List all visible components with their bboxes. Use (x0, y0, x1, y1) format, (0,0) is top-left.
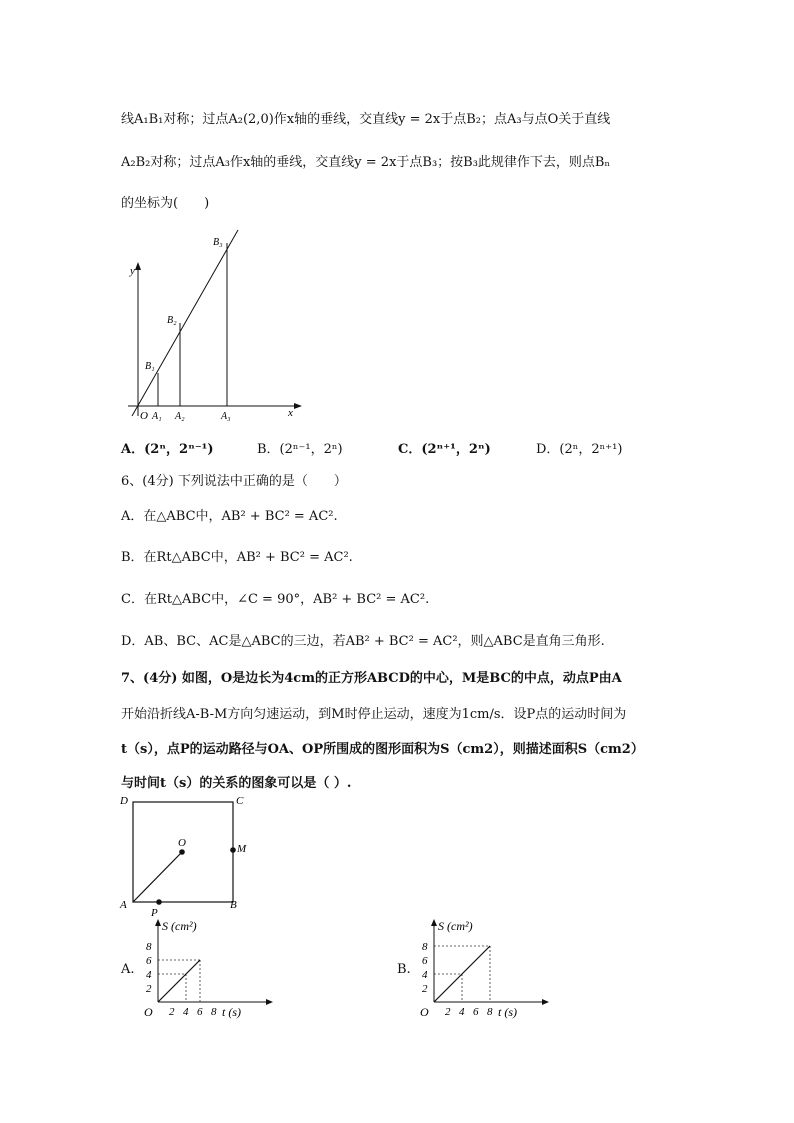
point-m (230, 847, 236, 853)
q5-line1: 线A₁B₁对称；过点A₂(2,0)作x轴的垂线，交直线y = 2x于点B₂；点A₃与点O关于直线 (121, 112, 611, 127)
label-b3: B₃ (213, 237, 223, 248)
graph-b-xtick-4: 4 (459, 1006, 465, 1018)
point-p (156, 899, 162, 905)
graph-b-xtick-6: 6 (473, 1006, 479, 1018)
graph-b-origin: O (420, 1005, 429, 1019)
q6-stem: 6、(4分) 下列说法中正确的是（ ） (121, 474, 347, 489)
graph-a-series-line (158, 960, 200, 1002)
graph-b-xlabel: t (s) (498, 1005, 517, 1019)
x-label: x (288, 407, 293, 419)
q5-line2: A₂B₂对称；过点A₃作x轴的垂线，交直线y = 2x于点B₃；按B₃此规律作下去，则点Bₙ (121, 155, 611, 170)
point-o (179, 849, 185, 855)
graph-b-x-arrow (542, 999, 549, 1005)
q6-option-b[interactable]: B．在Rt△ABC中，AB² + BC² = AC². (121, 550, 353, 565)
graph-b-y-arrow (431, 919, 437, 926)
graph-b-xtick-2: 2 (445, 1006, 451, 1018)
q7-line1: 7、(4分) 如图，O是边长为4cm的正方形ABCD的中心，M是BC的中点，动点P由A (121, 671, 622, 686)
graph-b-ytick-6: 6 (422, 955, 428, 967)
graph-b-ylabel: S (cm²) (438, 919, 473, 933)
label-a1: A₁ (152, 411, 162, 422)
graph-b-xtick-8: 8 (487, 1006, 493, 1018)
line-y-2x (132, 230, 238, 416)
q6-option-a[interactable]: A．在△ABC中，AB² + BC² = AC². (121, 509, 338, 524)
graph-a-x-arrow (266, 999, 273, 1005)
graph-a-ylabel: S (cm²) (162, 919, 197, 933)
q5-figure (118, 228, 308, 424)
graph-a-xtick-2: 2 (169, 1006, 175, 1018)
q7-graph-b[interactable] (414, 914, 564, 1026)
graph-a-ytick-6: 6 (146, 955, 152, 967)
graph-a-y-arrow (155, 919, 161, 926)
graph-a-ytick-4: 4 (146, 969, 152, 981)
graph-a-xtick-6: 6 (197, 1006, 203, 1018)
q5-line3: 的坐标为( ) (121, 196, 210, 211)
graph-a-xtick-4: 4 (183, 1006, 189, 1018)
label-b: B (230, 899, 237, 911)
q5-option-c[interactable]: C．(2ⁿ⁺¹，2ⁿ) (398, 442, 491, 457)
q5-option-d[interactable]: D．(2ⁿ，2ⁿ⁺¹) (536, 442, 623, 457)
graph-a-xlabel: t (s) (222, 1005, 241, 1019)
graph-a-origin: O (144, 1005, 153, 1019)
label-d: D (120, 795, 128, 807)
label-p: P (151, 907, 158, 918)
graph-b-ytick-4: 4 (422, 969, 428, 981)
q7-graph-a[interactable] (138, 914, 288, 1026)
graph-a-ytick-8: 8 (146, 941, 152, 953)
label-m: M (237, 843, 247, 855)
q7-option-b-label[interactable]: B. (397, 962, 411, 977)
q7-line2: 开始沿折线A-B-M方向匀速运动，到M时停止运动，速度为1cm/s．设P点的运动时间为 (121, 707, 627, 722)
graph-b-ytick-2: 2 (422, 983, 428, 995)
q6-option-d[interactable]: D．AB、BC、AC是△ABC的三边，若AB² + BC² = AC²，则△ABC是直角三角形. (121, 634, 605, 649)
q5-option-a[interactable]: A．(2ⁿ，2ⁿ⁻¹) (121, 442, 214, 457)
segment-oa (133, 852, 182, 902)
label-c: C (236, 795, 244, 807)
q5-option-b[interactable]: B．(2ⁿ⁻¹，2ⁿ) (257, 442, 343, 457)
origin-label: O (140, 410, 148, 422)
y-label: y (130, 265, 135, 277)
graph-b-ytick-8: 8 (422, 941, 428, 953)
label-b2: B₂ (167, 315, 177, 326)
q6-option-c[interactable]: C．在Rt△ABC中，∠C = 90°，AB² + BC² = AC². (121, 592, 430, 607)
q7-line4: 与时间t（s）的关系的图象可以是（ ）. (121, 776, 352, 791)
label-a3: A₃ (221, 411, 231, 422)
q7-line3: t（s），点P的运动路径与OA、OP所围成的图形面积为S（cm2），则描述面积S（cm2） (121, 742, 644, 757)
label-a: A (120, 899, 127, 911)
q7-square-figure (116, 790, 256, 918)
graph-a-xtick-8: 8 (211, 1006, 217, 1018)
label-a2: A₂ (175, 411, 185, 422)
label-b1: B₁ (145, 361, 155, 372)
label-o: O (178, 837, 186, 849)
graph-a-ytick-2: 2 (146, 983, 152, 995)
q7-option-a-label[interactable]: A. (121, 962, 135, 977)
